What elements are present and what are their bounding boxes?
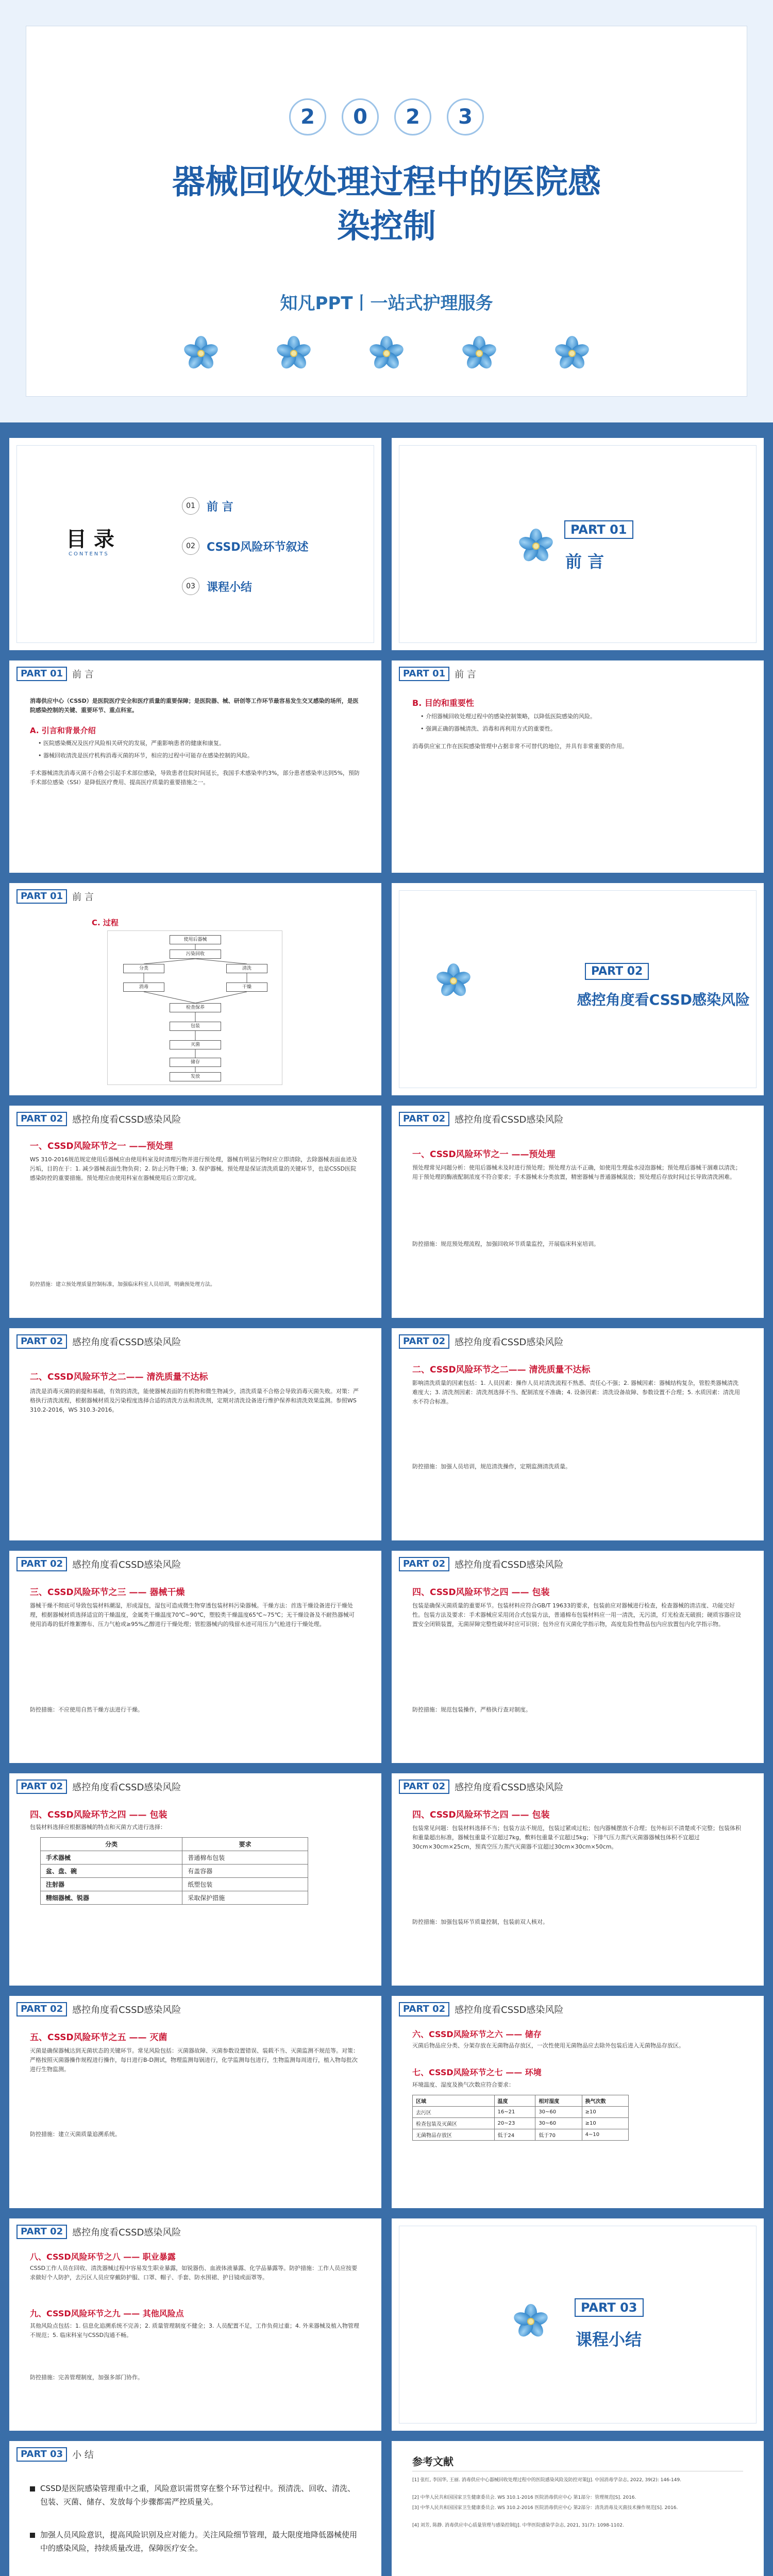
header-title: 小 结	[72, 2450, 94, 2461]
flower-icon	[461, 335, 497, 371]
paragraph: 手术器械清洗消毒灭菌不合格会引起手术部位感染，导致患者住院时间延长，我国手术感染率约3%，部分患者感染率达到5%，预防手术部位感染（SSI）是降低医疗费用、提高医疗质量的重要措施之一。	[30, 770, 360, 786]
part01-title: 前 言	[565, 552, 604, 571]
header-title: 前 言	[72, 669, 94, 680]
header-tag: PART 02	[16, 2225, 67, 2239]
footnote: 防控措施：完善管理制度，加强多部门协作。	[30, 2374, 143, 2381]
section-heading: 七、CSSD风险环节之七 —— 环境	[412, 2067, 542, 2077]
toc-slide	[9, 438, 381, 650]
section-heading: 四、CSSD风险环节之四 —— 包装	[30, 1810, 167, 1820]
flower-icon	[276, 335, 312, 371]
paragraph: 预处理常见问题分析：使用后器械未及时进行预处理；预处理方法不正确，如使用生理盐水浸泡器械；预处理后器械干涸难以清洗；用于预处理的酶液配制浓度不符合要求；手术器械未分类放置，精密器械与普通器械混放；预处理后存放时间过长导致清洗困难。	[412, 1164, 741, 1181]
table-cell: 检查包装及灭菌区	[413, 2118, 495, 2129]
table-cell: 去污区	[413, 2107, 495, 2118]
slide-header	[16, 1780, 181, 1794]
header-title: 感控角度看CSSD感染风险	[72, 1560, 181, 1570]
environment-table	[412, 2095, 629, 2141]
cover-title: 器械回收处理过程中的医院感染控制	[172, 163, 601, 246]
cover-slide	[0, 0, 773, 422]
table-cell: 手术器械	[41, 1851, 182, 1865]
table-cell: 普通棉布包装	[182, 1851, 308, 1865]
header-title: 感控角度看CSSD感染风险	[455, 2005, 564, 2015]
section-heading: 六、CSSD风险环节之六 —— 储存	[412, 2029, 542, 2039]
slide-references	[392, 2441, 764, 2576]
bullet: • 器械回收清洗是医疗机构消毒灭菌的环节，相应的过程中可能存在感染控制的风险。	[38, 752, 253, 759]
toc-title: 目 录	[66, 528, 114, 551]
summary-bullet	[30, 2529, 360, 2555]
slide-risk3	[9, 1551, 381, 1763]
flower-center	[527, 2318, 534, 2325]
toc-item-label: CSSD风险环节叙述	[207, 540, 309, 554]
slide-risk4b	[9, 1773, 381, 1986]
slide-intro	[9, 660, 381, 873]
paragraph: 影响清洗质量的因素包括：1. 人员因素：操作人员对清洗流程不熟悉、责任心不强；2. 器械因素：器械结构复杂，管腔类器械清洗难度大；3. 清洗剂因素：清洗剂选择不当、配制浓度不准确；4. 设备因素：清洗设备故障、参数设置不合理；5. 水质因素：清洗用水不符合标准。	[412, 1380, 740, 1405]
header-tag: PART 02	[399, 1334, 449, 1349]
header-tag: PART 02	[16, 2002, 67, 2016]
section-heading: C. 过程	[92, 918, 119, 927]
section-heading: 九、CSSD风险环节之九 —— 其他风险点	[30, 2309, 184, 2318]
header-title: 感控角度看CSSD感染风险	[72, 2005, 181, 2015]
table-cell: 低于24	[494, 2129, 535, 2141]
slide-risk5	[9, 1996, 381, 2208]
footnote: 防控措施：建立灭菌质量追溯系统。	[30, 2131, 121, 2138]
flower-row	[26, 335, 747, 371]
header-title: 感控角度看CSSD感染风险	[455, 1337, 564, 1348]
paragraph: 包装材料选择应根据器械的特点和灭菌方式进行选择：	[30, 1824, 166, 1831]
section-heading: 二、CSSD风险环节之二—— 清洗质量不达标	[412, 1365, 591, 1375]
paragraph: 器械干燥不彻底可导致包装材料潮湿，形成湿包，湿包可造成微生物穿透包装材料污染器械。干燥方法：首选干燥设备进行干燥处理，根据器械材质选择适宜的干燥温度，金属类干燥温度70℃~90℃，塑胶类干燥温度65℃~75℃；无干燥设备及不耐热器械可使用消毒的低纤维絮擦布、压力气枪或≥95%乙醇进行干燥处理；管腔器械内的残留水迹可用压力气枪进行干燥处理。	[30, 1602, 355, 1628]
paragraph: 包装是确保灭菌质量的重要环节。包装材料应符合GB/T 19633的要求，包装前应对器械进行检查，检查器械的清洁度、功能完好性。包装方法及要求：手术器械应采用闭合式包装方法，普通棉布包装材料应一用一清洗，无污渍，灯光检查无破损；硬质容器应设置安全闭锁装置，无菌屏障完整性破坏时应可识别；包外应有灭菌化学指示物，高度危险性物品包内应放置包内化学指示物。	[412, 1602, 741, 1628]
table-row	[41, 1865, 308, 1878]
toc-item[interactable]	[182, 537, 309, 555]
paragraph: 清洗是消毒灭菌的前提和基础，有效的清洗，能使器械表面的有机物和微生物减少，清洗质量不合格会导致消毒灭菌失败。对策：严格执行清洗流程，根据器械材质及污染程度选择合适的清洗方法和清洗剂，定期对清洗设备进行维护保养和清洗效果监测。参照WS 310.2-2016，WS 310.3-2016。	[30, 1388, 359, 1414]
section-heading: 一、CSSD风险环节之一 ——预处理	[412, 1149, 556, 1160]
toc-item-label: 前 言	[207, 500, 233, 514]
part01-inner	[399, 445, 757, 643]
reference-item: [4] 刘芳, 陈静. 消毒供应中心质量管理与感染控制[J]. 中华医院感染学杂志, 2021, 31(7): 1098-1102.	[412, 2523, 624, 2528]
table-row	[413, 2129, 629, 2141]
slide-header	[16, 1112, 181, 1126]
footnote: 防控措施：建立预处理质量控制标准，加强临床科室人员培训，明确预处理方法。	[30, 1282, 215, 1287]
table-cell: 30~60	[535, 2107, 582, 2118]
flow-step: 消毒	[123, 982, 164, 992]
toc-item[interactable]	[182, 497, 233, 515]
flow-step: 干燥	[226, 982, 267, 992]
header-title: 感控角度看CSSD感染风险	[72, 1337, 181, 1348]
header-tag: PART 02	[16, 1780, 67, 1794]
table-row	[41, 1878, 308, 1891]
slide-risk1a	[9, 1106, 381, 1318]
part03-slide	[392, 2218, 764, 2431]
slide-header	[399, 667, 476, 681]
footnote: 防控措施：规范包装操作，严格执行查对制度。	[412, 1706, 531, 1713]
summary-text: CSSD是医院感染管理重中之重，风险意识需贯穿在整个环节过程中。预清洗、回收、清洗、包装、灭菌、储存、发放每个步骤都需严控质量关。	[40, 2484, 356, 2506]
slide-header	[399, 1780, 563, 1794]
part03-inner	[399, 2226, 757, 2424]
year-digit: 0	[342, 98, 379, 135]
slide-header	[16, 667, 94, 681]
table-cell: ≥10	[582, 2118, 628, 2129]
part03-title: 课程小结	[576, 2330, 642, 2349]
slide-risk6-7	[392, 1996, 764, 2208]
part02-slide	[392, 883, 764, 1095]
paragraph: 消毒供应室工作在医院感染管理中占据非常不可替代的地位，并具有非常重要的作用。	[412, 743, 628, 750]
slide-header	[16, 2225, 181, 2239]
reference-item: [1] 张红, 李国华, 王丽. 消毒供应中心器械回收处理过程中的医院感染风险及防控对策[J]. 中国消毒学杂志, 2022, 39(2): 146-149.	[412, 2478, 682, 2483]
bullet: • 介绍器械回收处理过程中的感染控制策略，以降低医院感染的风险。	[421, 713, 596, 720]
header-title: 感控角度看CSSD感染风险	[455, 1114, 564, 1125]
section-heading: 四、CSSD风险环节之四 —— 包装	[412, 1587, 550, 1598]
flower-center	[532, 543, 540, 550]
table-header-cell: 相对湿度	[535, 2095, 582, 2107]
flow-step: 储存	[170, 1058, 221, 1067]
flower-center	[290, 350, 297, 357]
toc-inner	[16, 445, 374, 643]
slide-risk8-9	[9, 2218, 381, 2431]
flower-icon	[554, 335, 590, 371]
bullet-square-icon	[30, 2486, 35, 2492]
flow-step: 使用后器械	[170, 935, 221, 944]
flower-center	[450, 977, 457, 985]
slide-header	[16, 889, 94, 904]
table-cell: 有盖容器	[182, 1865, 308, 1878]
table-row	[41, 1851, 308, 1865]
table-header-cell: 分类	[41, 1838, 182, 1851]
section-heading: A. 引言和背景介绍	[30, 726, 96, 735]
slide-header	[16, 2447, 94, 2462]
part02-inner	[399, 890, 757, 1088]
footnote: 防控措施：加强人员培训，规范清洗操作，定期监测清洗质量。	[412, 1463, 571, 1470]
section-heading: B. 目的和重要性	[412, 698, 474, 708]
toc-subtitle: CONTENTS	[69, 551, 109, 557]
flow-step: 灭菌	[170, 1040, 221, 1049]
header-title: 感控角度看CSSD感染风险	[455, 1560, 564, 1570]
header-tag: PART 01	[16, 667, 67, 681]
flower-icon	[368, 335, 405, 371]
flow-step: 污染回收	[170, 950, 221, 959]
paragraph: 环境温度、湿度及换气次数应符合要求：	[412, 2081, 514, 2088]
table-cell: 20~23	[494, 2118, 535, 2129]
table-header-cell: 温度	[494, 2095, 535, 2107]
header-title: 感控角度看CSSD感染风险	[72, 2227, 181, 2238]
toc-item-num: 01	[182, 497, 199, 515]
slide-header	[399, 1557, 563, 1571]
flower-icon	[513, 523, 559, 569]
slide-risk4a	[392, 1551, 764, 1763]
table-header-row	[413, 2095, 629, 2107]
header-tag: PART 02	[399, 1112, 449, 1126]
table-cell: 无菌物品存放区	[413, 2129, 495, 2141]
header-title: 感控角度看CSSD感染风险	[72, 1782, 181, 1793]
slide-risk2a	[9, 1328, 381, 1540]
paragraph: WS 310-2016规范规定使用后器械应由使用科室及时清理污物并进行预处理，器械有明显污物时应立即清除，去除器械表面血迹及污垢，目的在于：1. 减少器械表面生物负荷；2. 防止污物干燥；3. 保护器械。预处理是保证清洗质量的关键环节，也是CSSD医院感染防控的重要措施。预处理应由使用科室在器械使用后立即完成。	[30, 1156, 358, 1182]
flow-step: 分类	[123, 964, 164, 973]
slide-risk1b	[392, 1106, 764, 1318]
table-cell: 纸塑包装	[182, 1878, 308, 1891]
table-header-cell: 要求	[182, 1838, 308, 1851]
section-heading: 八、CSSD风险环节之八 —— 职业暴露	[30, 2252, 176, 2262]
header-tag: PART 01	[399, 667, 449, 681]
paragraph: CSSD工作人员在回收、清洗器械过程中容易发生职业暴露，如锐器伤、血液体液暴露、化学品暴露等。防护措施：工作人员应按要求做好个人防护，去污区人员应穿戴防护服、口罩、帽子、手套、防水围裙、护目镜或面罩等。	[30, 2265, 358, 2281]
table-cell: 30~60	[535, 2118, 582, 2129]
table-cell: 盆、盘、碗	[41, 1865, 182, 1878]
bullet-square-icon	[30, 2533, 35, 2538]
toc-item-num: 03	[182, 578, 199, 595]
part01-tag: PART 01	[564, 520, 633, 539]
flow-step: 清洗	[226, 964, 267, 973]
header-title: 感控角度看CSSD感染风险	[72, 1114, 181, 1125]
footnote: 防控措施：规范预处理流程，加强回收环节质量监控，开展临床科室培训。	[412, 1241, 599, 1247]
year-digit: 2	[394, 98, 431, 135]
slide-header	[16, 1334, 181, 1349]
flower-icon	[502, 2293, 559, 2350]
footnote: 防控措施：不应使用自然干燥方法进行干燥。	[30, 1706, 143, 1713]
slide-header	[399, 1112, 563, 1126]
packaging-table	[40, 1837, 308, 1905]
header-tag: PART 02	[16, 1112, 67, 1126]
cover-panel	[26, 26, 747, 397]
header-title: 前 言	[72, 892, 94, 903]
slide-risk2b	[392, 1328, 764, 1540]
flower-center	[568, 350, 576, 357]
flow-step: 包装	[170, 1022, 221, 1031]
reference-item: [3] 中华人民共和国国家卫生健康委员会. WS 310.2-2016 医院消毒供应中心 第2部分：清洗消毒及灭菌技术操作规范[S]. 2016.	[412, 2505, 678, 2511]
header-title: 感控角度看CSSD感染风险	[455, 1782, 564, 1793]
slide-header	[399, 1334, 563, 1349]
toc-item-label: 课程小结	[207, 581, 253, 594]
table-cell: 16~21	[494, 2107, 535, 2118]
section-heading: 二、CSSD风险环节之二—— 清洗质量不达标	[30, 1372, 208, 1382]
flower-center	[197, 350, 205, 357]
flower-center	[383, 350, 390, 357]
table-header-cell: 换气次数	[582, 2095, 628, 2107]
table-cell: 注射器	[41, 1878, 182, 1891]
cover-subtitle: 知凡PPT丨一站式护理服务	[280, 293, 493, 314]
table-row	[41, 1891, 308, 1905]
part03-tag: PART 03	[575, 2298, 644, 2317]
table-cell: 4~10	[582, 2129, 628, 2141]
slide-purpose	[392, 660, 764, 873]
header-tag: PART 03	[16, 2447, 67, 2462]
section-heading: 五、CSSD风险环节之五 —— 灭菌	[30, 2032, 167, 2043]
header-tag: PART 02	[399, 1557, 449, 1571]
flower-icon	[425, 953, 482, 1009]
header-tag: PART 02	[399, 1780, 449, 1794]
header-tag: PART 02	[16, 1557, 67, 1571]
table-row	[413, 2118, 629, 2129]
bullet: • 强调正确的器械清洗、消毒和再利用方式的重要性。	[421, 725, 556, 732]
header-tag: PART 01	[16, 889, 67, 904]
table-cell: 精细器械、锐器	[41, 1891, 182, 1905]
slide-summary	[9, 2441, 381, 2576]
paragraph: 其他风险点包括：1. 信息化追溯系统不完善；2. 质量管理制度不健全；3. 人员配置不足，工作负荷过重；4. 外来器械及植入物管理不规范；5. 临床科室与CSSD沟通不畅。	[30, 2323, 359, 2339]
flow-arrows	[108, 931, 283, 1086]
process-flowchart	[107, 930, 282, 1085]
summary-text: 加强人员风险意识，提高风险识别及应对能力。关注风险细节管理，最大限度地降低器械使用中的感染风险，持续质量改进，保障医疗安全。	[40, 2530, 358, 2553]
reference-item: [2] 中华人民共和国国家卫生健康委员会. WS 310.1-2016 医院消毒供应中心 第1部分：管理规范[S]. 2016.	[412, 2495, 636, 2500]
table-row	[413, 2107, 629, 2118]
flow-step: 发放	[170, 1072, 221, 1081]
table-cell: 采取保护措施	[182, 1891, 308, 1905]
header-tag: PART 02	[16, 1334, 67, 1349]
paragraph: 灭菌是确保器械达到无菌状态的关键环节。常见风险包括：灭菌器故障、灭菌参数设置错误、装载不当、灭菌监测不规范等。对策：严格按照灭菌器操作规程进行操作，每日进行B-D测试，物理监测每锅进行，化学监测每包进行，生物监测每周进行，植入物每批次进行生物监测。	[30, 2047, 359, 2073]
paragraph: 灭菌后物品应分类、分架存放在无菌物品存放区，一次性使用无菌物品应去除外包装后进入无菌物品存放区。	[412, 2042, 684, 2049]
flower-center	[476, 350, 483, 357]
summary-bullet	[30, 2482, 360, 2509]
bullet: • 医院感染概况及医疗风险相关研究的发展，严重影响患者的健康和康复。	[38, 740, 225, 747]
header-title: 前 言	[455, 669, 476, 680]
table-header-cell: 区域	[413, 2095, 495, 2107]
header-tag: PART 02	[399, 2002, 449, 2016]
toc-item-num: 02	[182, 537, 199, 555]
slide-header	[16, 2002, 181, 2016]
slide-header	[399, 2002, 563, 2016]
year-digit: 2	[289, 98, 326, 135]
year-badges	[26, 98, 747, 135]
section-heading: 四、CSSD风险环节之四 —— 包装	[412, 1810, 550, 1820]
table-cell: ≥10	[582, 2107, 628, 2118]
table-header-row	[41, 1838, 308, 1851]
paragraph: 包装常见问题：包装材料选择不当；包装方法不规范，包装过紧或过松；包内器械摆放不合理；包外标识不清楚或不完整；包装体积和重量超出标准，器械包重量不宜超过7kg，敷料包重量不宜超过5kg；下排气压力蒸汽灭菌器器械包体积不宜超过30cm×30cm×25cm，预真空压力蒸汽灭菌器不宜超过30cm×30cm×50cm。	[412, 1825, 741, 1851]
section-heading: 三、CSSD风险环节之三 —— 器械干燥	[30, 1587, 185, 1598]
references-title: 参考文献	[412, 2455, 453, 2468]
intro-text: 消毒供应中心（CSSD）是医院医疗安全和医疗质量的重要保障；是医院器、械、研创等工作环节最容易发生交叉感染的场所，是医院感染控制的关键、重要环节、重点科室。	[30, 698, 359, 714]
table-cell: 低于70	[535, 2129, 582, 2141]
slide-process	[9, 883, 381, 1095]
slide-risk4c	[392, 1773, 764, 1986]
section-heading: 一、CSSD风险环节之一 ——预处理	[30, 1141, 173, 1151]
footnote: 防控措施：加强包装环节质量控制，包装前双人核对。	[412, 1919, 548, 1925]
year-digit: 3	[447, 98, 484, 135]
part01-slide	[392, 438, 764, 650]
flower-icon	[183, 335, 219, 371]
flow-step: 检查保养	[170, 1003, 221, 1012]
part02-title: 感控角度看CSSD感染风险	[577, 991, 750, 1008]
toc-item[interactable]	[182, 578, 252, 595]
slide-header	[16, 1557, 181, 1571]
part02-tag: PART 02	[585, 963, 649, 980]
